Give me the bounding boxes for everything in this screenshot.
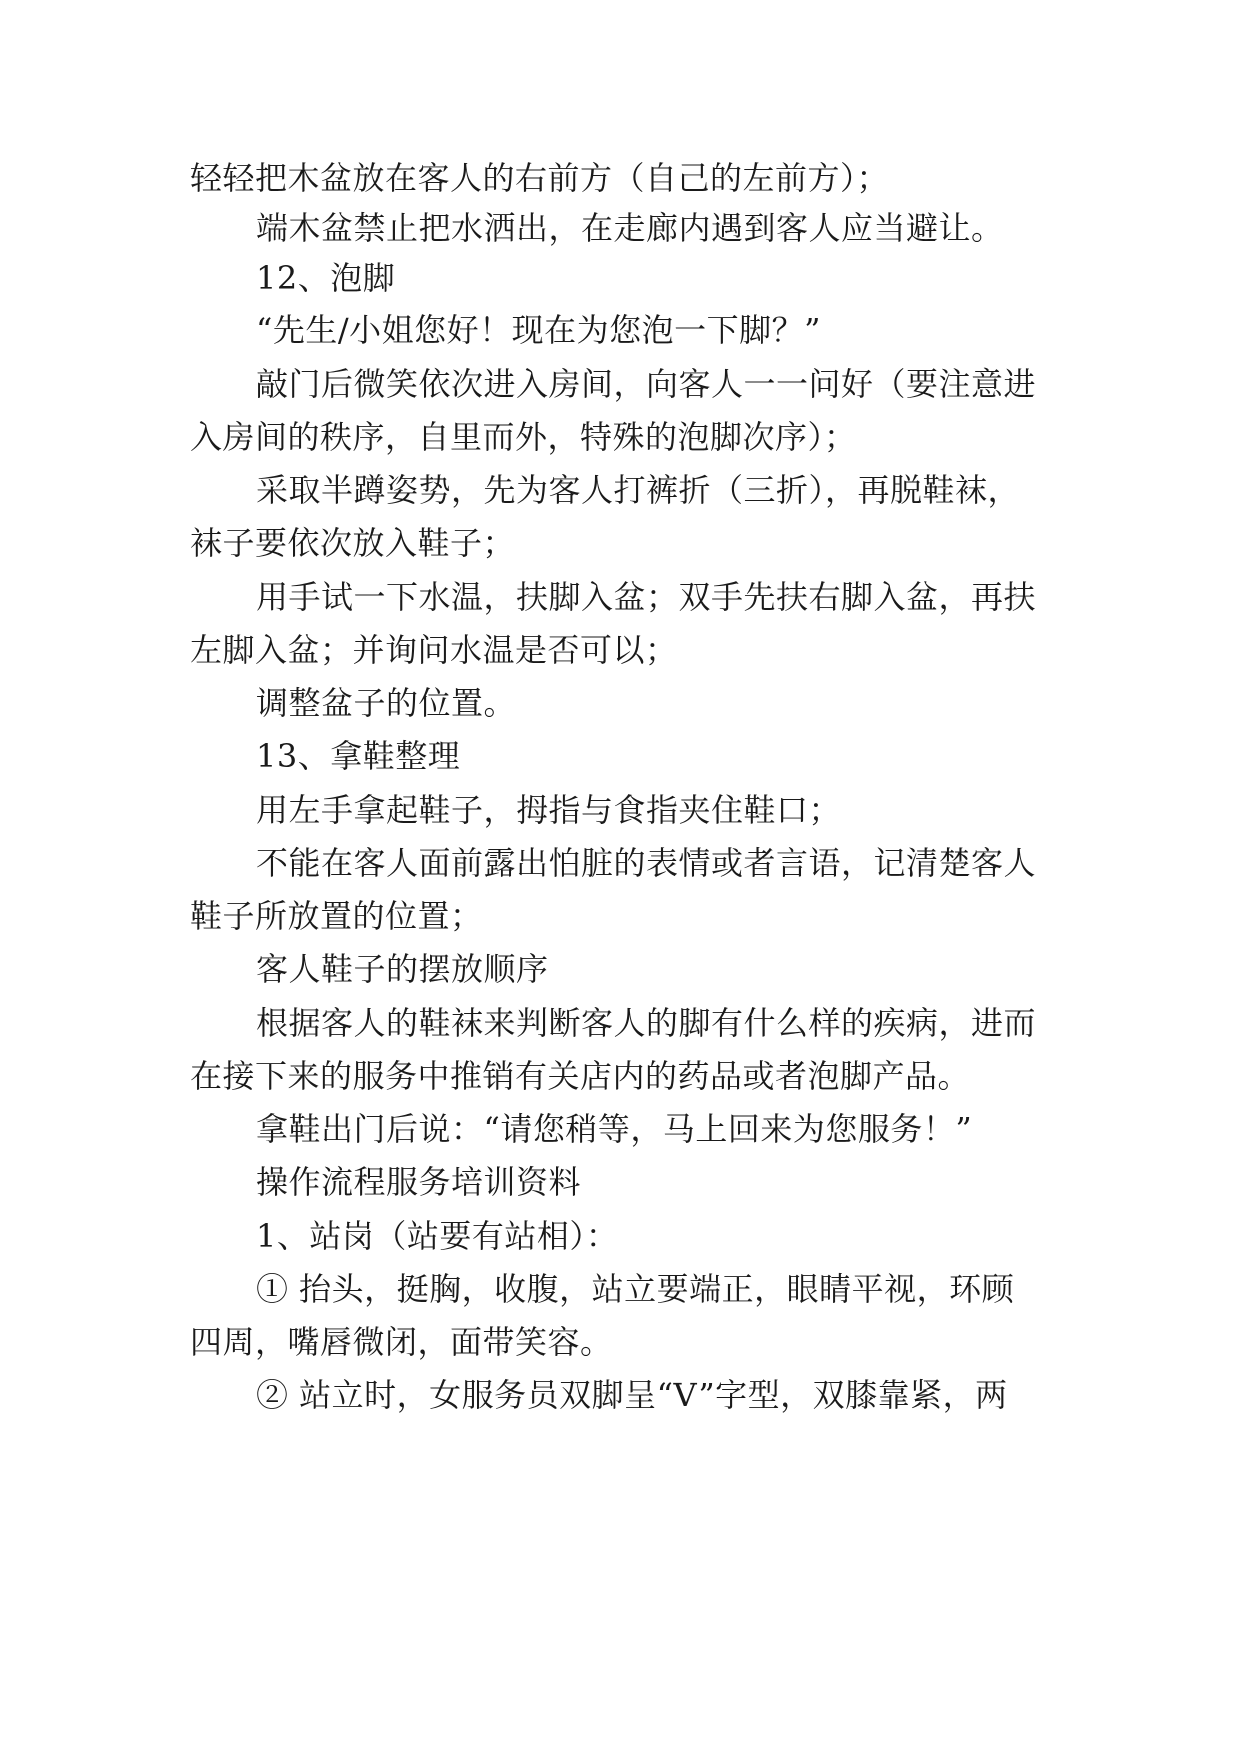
text-line: 调整盆子的位置。 [256,684,517,722]
text-line: 敲门后微笑依次进入房间，向客人一一问好（要注意进 [256,365,1037,403]
text-line: 用左手拿起鞋子，拇指与食指夹住鞋口； [256,791,842,829]
section-heading: 操作流程服务培训资料 [256,1163,582,1201]
text-line: ② 站立时，女服务员双脚呈“V”字型，双膝靠紧，两 [256,1376,1008,1414]
text-line: 轻轻把木盆放在客人的右前方（自己的左前方）； [190,159,890,197]
section-heading: 1、站岗（站要有站相）： [256,1217,619,1255]
text-line: 根据客人的鞋袜来判断客人的脚有什么样的疾病，进而 [256,1004,1037,1042]
text-line: 在接下来的服务中推销有关店内的药品或者泡脚产品。 [190,1057,971,1095]
text-line: 拿鞋出门后说：“请您稍等，马上回来为您服务！” [256,1110,973,1148]
section-heading: 13、拿鞋整理 [256,737,461,775]
text-line: ① 抬头，挺胸，收腹，站立要端正，眼睛平视，环顾 [256,1270,1015,1308]
text-line: 入房间的秩序，自里而外，特殊的泡脚次序）； [190,418,857,456]
text-line: 不能在客人面前露出怕脏的表情或者言语，记清楚客人 [256,844,1037,882]
text-line: 客人鞋子的摆放顺序 [256,950,549,988]
text-line: 袜子要依次放入鞋子； [190,524,516,562]
text-line: “先生/小姐您好！现在为您泡一下脚？” [256,311,822,349]
text-line: 鞋子所放置的位置； [190,897,483,935]
text-line: 端木盆禁止把水洒出，在走廊内遇到客人应当避让。 [256,209,1004,247]
text-line: 左脚入盆；并询问水温是否可以； [190,631,678,669]
text-line: 采取半蹲姿势，先为客人打裤折（三折），再脱鞋袜， [256,471,1021,509]
text-line: 四周，嘴唇微闭，面带笑容。 [190,1323,613,1361]
section-heading: 12、泡脚 [256,259,396,297]
text-line: 用手试一下水温，扶脚入盆；双手先扶右脚入盆，再扶 [256,578,1037,616]
